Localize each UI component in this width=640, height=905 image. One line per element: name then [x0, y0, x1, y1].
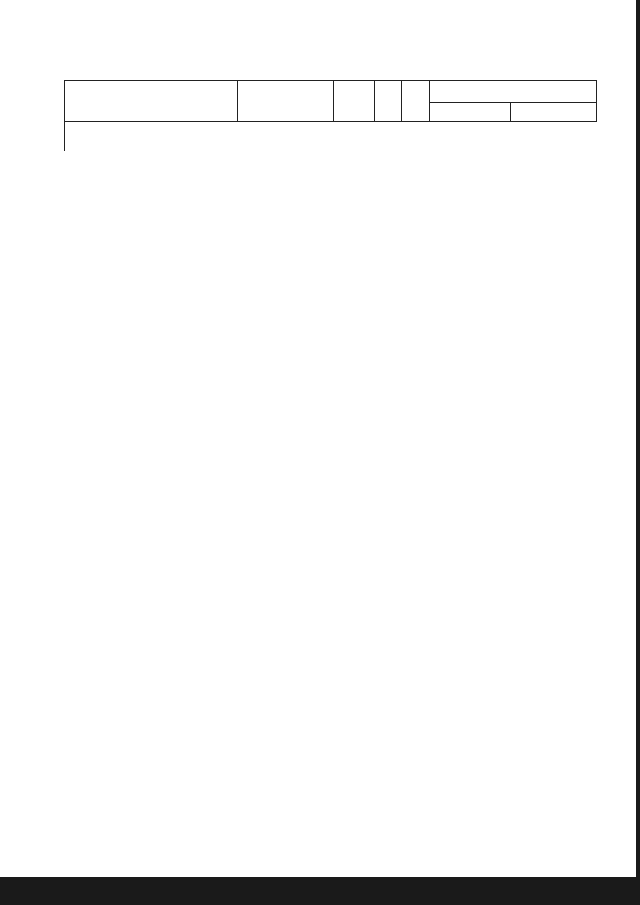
header-csr: [237, 80, 334, 122]
scan-right-edge: [636, 0, 640, 905]
header-year-2021: [429, 102, 511, 122]
scan-bottom-edge: [0, 877, 640, 905]
header-name: [64, 80, 238, 122]
header-year-2022: [510, 102, 597, 122]
header-rz: [374, 80, 402, 122]
table-left-border: [64, 121, 65, 151]
header-pr: [401, 80, 430, 122]
header-vr: [333, 80, 375, 122]
header-sums: [429, 80, 597, 103]
